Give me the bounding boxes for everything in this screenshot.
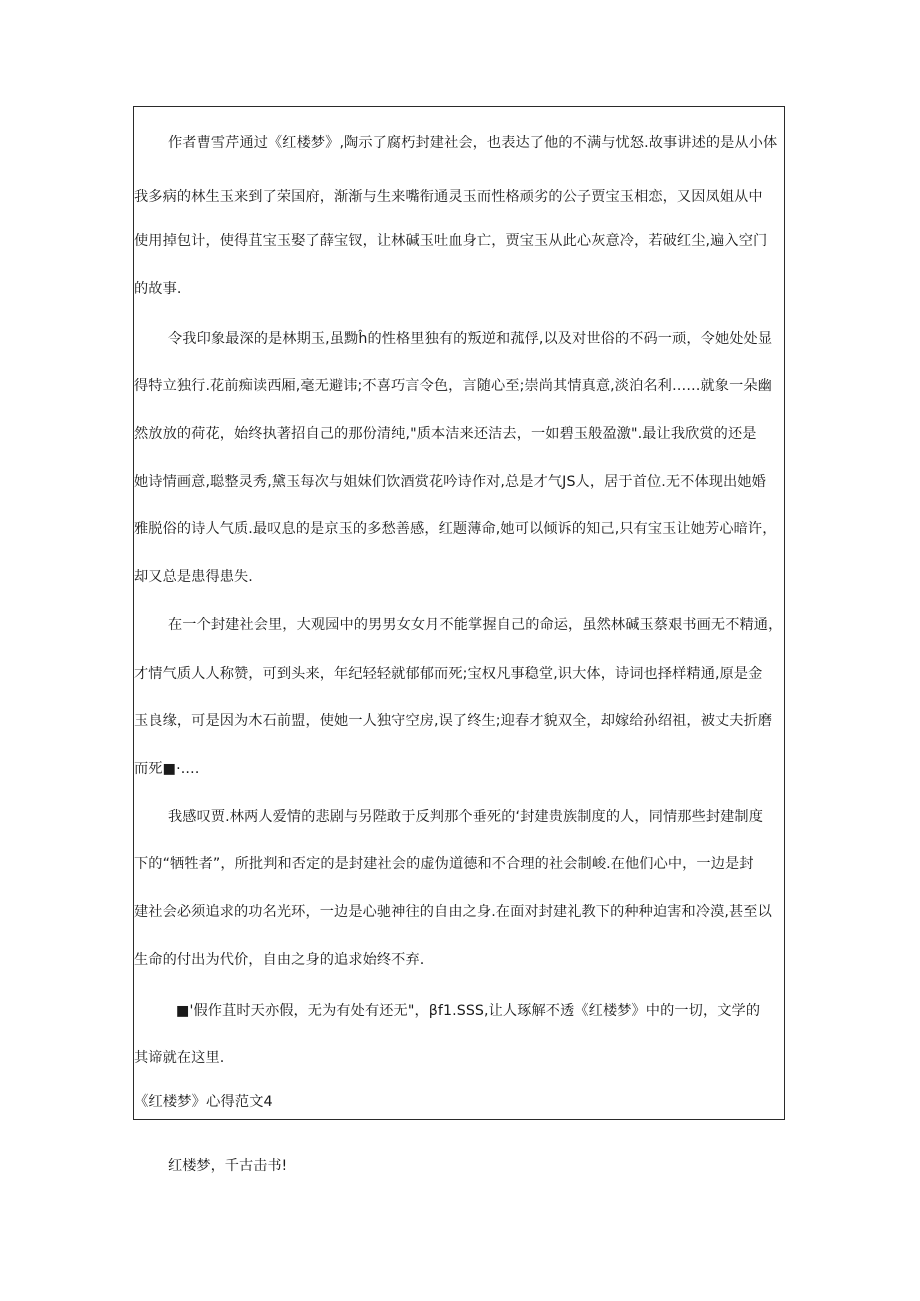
paragraph-line: 其谛就在这里. xyxy=(134,1050,225,1066)
paragraph-line: 建社会必须追求的功名光环，一边是心驰神往的自由之身.在面对封建礼教下的种种迫害和冷漠,甚至以 xyxy=(134,904,772,920)
paragraph-line: 玉良缘，可是因为木石前盟，使她一人独守空房,误了终生;迎春才貌双全，却嫁给孙绍祖，被丈夫折磨 xyxy=(134,713,773,729)
paragraph-line: 她诗情画意,聪整灵秀,黛玉每次与姐妹们饮酒赏花吟诗作对,总是才气JS人，居于首位.无不体现出她婚 xyxy=(134,474,766,490)
paragraph-line: 然放放的荷花，始终执著招自己的那份清纯,"质本洁来还洁去，一如碧玉般盈激".最让我欣赏的还是 xyxy=(134,426,757,442)
paragraph-line: 雅脱俗的诗人气质.最叹息的是京玉的多愁善感，红题薄命,她可以倾诉的知己,只有宝玉让她芳心暗许， xyxy=(134,521,777,537)
paragraph-line: 使用掉包计，使得苴宝玉娶了薛宝钗，让林碱玉吐血身亡，贾宝玉从此心灰意冷，若破红尘,遍入空门 xyxy=(134,233,768,249)
section-title: 《红楼梦》心得范文4 xyxy=(134,1094,273,1110)
paragraph-line: 得特立独行.花前痴读西厢,毫无避讳;不喜巧言令色，言随心至;崇尚其情真意,淡泊名利……就象一朵幽 xyxy=(134,378,772,394)
paragraph-line: ■'假作苴时天亦假，无为有处有还无"，βf1.SSS,让人琢解不透《红楼梦》中的一切，文学的 xyxy=(176,1003,761,1019)
paragraph-line: 我感叹贾.林两人爱情的悲剧与另陛敢于反判那个垂死的‘封建贵族制度的人，同情那些封建制度 xyxy=(168,809,764,825)
paragraph-line: 却又总是患得患失. xyxy=(134,569,253,585)
paragraph-line: 作者曹雪芹通过《红楼梦》,陶示了腐朽封建社会，也表达了他的不满与忧怒.故事讲述的是从小体 xyxy=(168,135,778,151)
paragraph-line: 的故事. xyxy=(134,281,182,297)
paragraph-line: 令我印象最深的是林期玉,虽黝ĥ的性格里独有的叛逆和菰俘,以及对世俗的不码一顽，令她处处显 xyxy=(168,331,773,347)
paragraph-line: 下的“牺牲者”，所批判和否定的是封建社会的虚伪道德和不合理的社会制峻.在他们心中，一边是封 xyxy=(134,856,754,872)
paragraph-line: 生命的付出为代价，自由之身的追求始终不弃. xyxy=(134,952,425,968)
paragraph-line: 才情气质人人称赞，可到头来，年纪轻轻就郁郁而死;宝权凡事稳堂,识大体，诗词也择样精通,原是金 xyxy=(134,666,763,682)
text-frame xyxy=(133,106,785,1120)
paragraph-line: 而死■·.… xyxy=(134,761,200,777)
paragraph-line: 我多病的林生玉来到了荣国府，渐渐与生来嘴衔通灵玉而性格顽劣的公子贾宝玉相恋，又因凤姐从中 xyxy=(134,189,763,205)
paragraph-line: 在一个封建社会里，大观园中的男男女女月不能掌握自己的命运，虽然林碱玉蔡艰书画无不精通， xyxy=(168,617,783,633)
next-line: 红楼梦，千古击书! xyxy=(168,1158,288,1174)
